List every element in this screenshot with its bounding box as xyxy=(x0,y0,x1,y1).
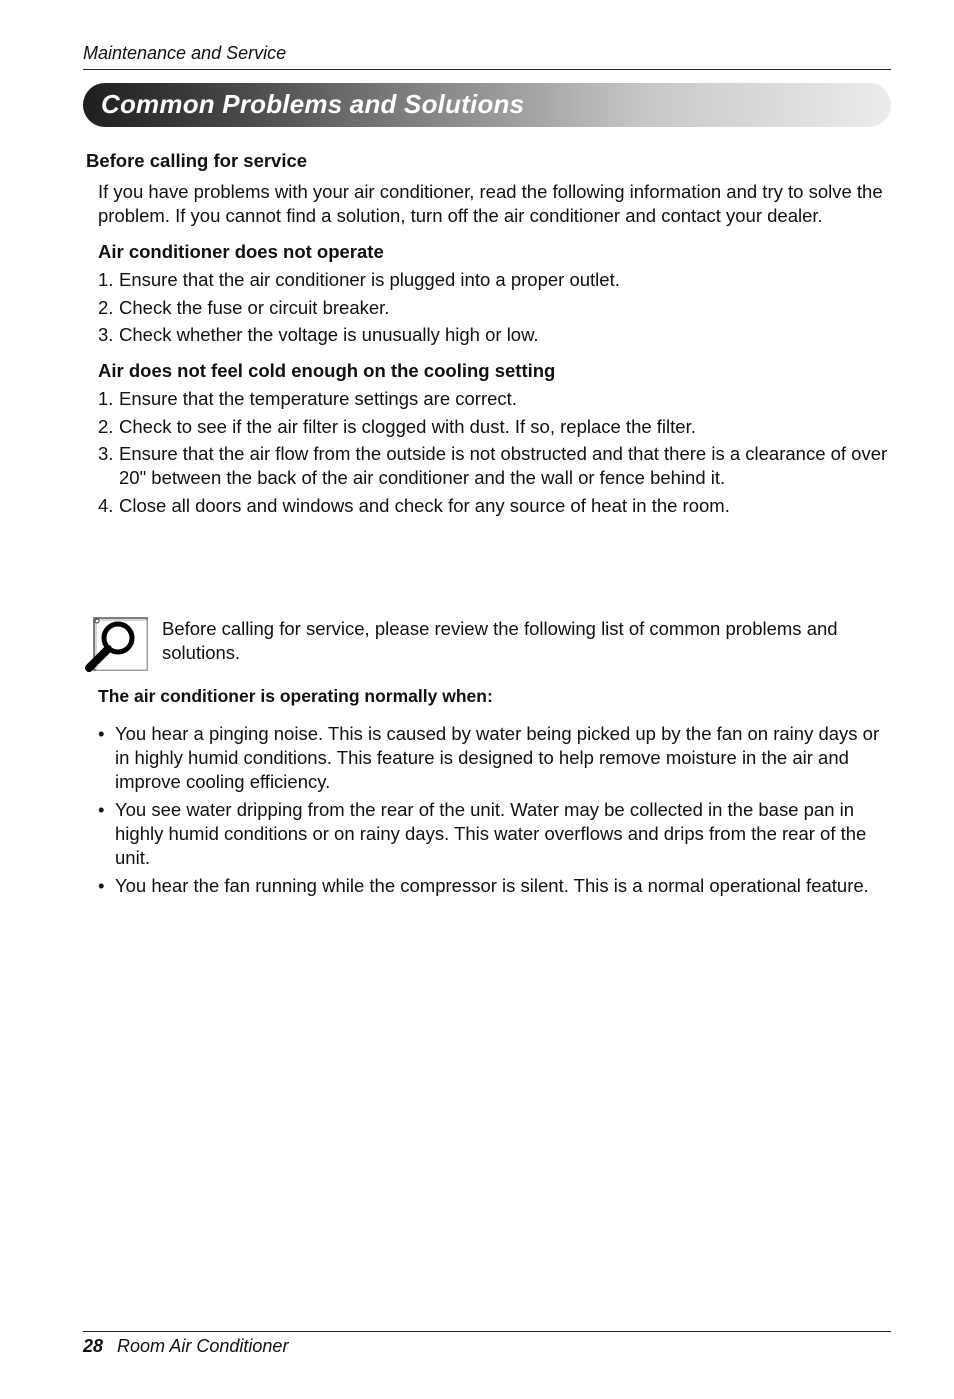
note-text: Before calling for service, please review the following list of common problems and solutions. xyxy=(162,618,838,663)
list-item: 2. Check to see if the air filter is clogged with dust. If so, replace the filter. xyxy=(98,415,696,437)
footer-divider xyxy=(83,1331,891,1332)
page-title: Common Problems and Solutions xyxy=(101,89,525,119)
not-cold-list xyxy=(98,387,888,521)
list-item: 3. Check whether the voltage is unusually high or low. xyxy=(98,324,539,345)
list-item: 4. Close all doors and windows and check for any source of heat in the room. xyxy=(98,494,730,516)
not-operate-list xyxy=(98,268,888,351)
page-footer xyxy=(83,1336,288,1357)
list-item: 3. Ensure that the air flow from the outside is not obstructed and that there is a clearance of over 20" between the back of the air conditioner and the wall or fence behind it. xyxy=(98,443,888,488)
title-banner xyxy=(83,83,891,127)
before-calling-intro: If you have problems with your air conditioner, read the following information and try to solve the problem. If you cannot find a solution, turn off the air conditioner and contact your dealer. xyxy=(98,181,883,226)
list-item: • You hear a pinging noise. This is caused by water being picked up by the fan on rainy days or in highly humid conditions. This feature is designed to help remove moisture in the air and improve cooling efficiency. xyxy=(98,723,880,792)
magnifier-icon xyxy=(84,616,148,672)
footer-title: Room Air Conditioner xyxy=(117,1336,289,1356)
normal-operation-heading: The air conditioner is operating normally when: xyxy=(98,686,493,706)
normal-operation-list xyxy=(98,722,890,902)
list-item: 2. Check the fuse or circuit breaker. xyxy=(98,296,390,318)
running-header: Maintenance and Service xyxy=(83,43,287,63)
list-item: • You hear the fan running while the compressor is silent. This is a normal operational feature. xyxy=(98,875,869,896)
before-calling-heading: Before calling for service xyxy=(86,150,308,171)
list-item: 1. Ensure that the temperature settings are correct. xyxy=(98,388,517,409)
header-divider xyxy=(83,69,891,70)
list-item: • You see water dripping from the rear of the unit. Water may be collected in the base pan in highly humid conditions or on rainy days. This water overflows and drips from the rear of the unit. xyxy=(98,799,867,868)
not-operate-heading: Air conditioner does not operate xyxy=(98,241,384,262)
list-item: 1. Ensure that the air conditioner is plugged into a proper outlet. xyxy=(98,269,620,290)
page-number: 28 xyxy=(83,1336,104,1356)
not-cold-heading: Air does not feel cold enough on the cooling setting xyxy=(98,360,556,381)
